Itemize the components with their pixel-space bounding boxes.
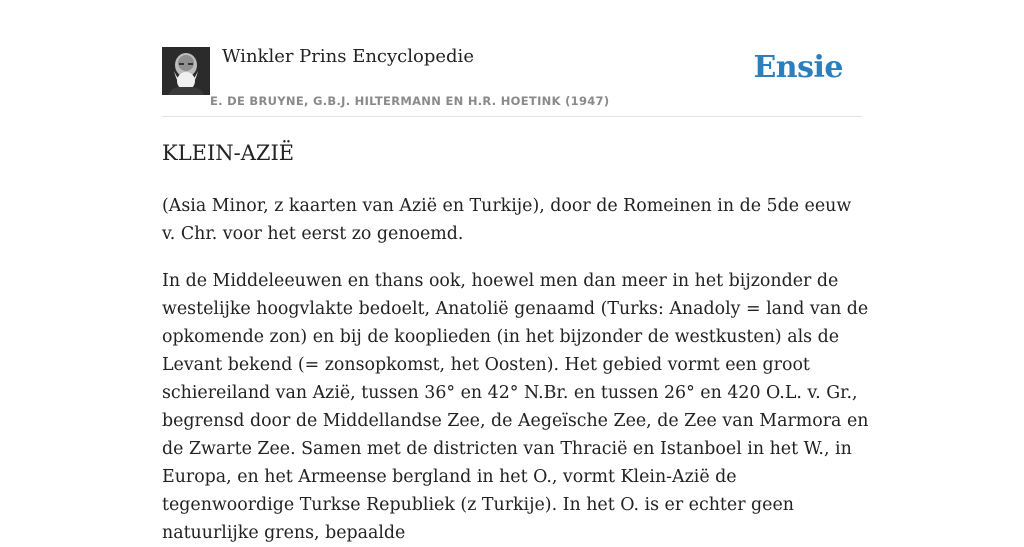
article-title: KLEIN-AZIË	[162, 141, 295, 165]
article-paragraph: In de Middeleeuwen en thans ook, hoewel men dan meer in het bijzonder de westelijke hoogvlakte bedoelt, Anatolië genaamd (Turks: Anadoly = land van de opkomende zon) en bij de kooplieden (in het bijzonder de westkusten) als de Levant bekend (= zonsopkomst, het Oosten). Het gebied vormt een groot schiereiland van Azië, tussen 36° en 42° N.Br. en tussen 26° en 420 O.L. v. Gr., begrensd door de Middellandse Zee, de Aegeïsche Zee, de Zee van Marmora en de Zwarte Zee. Samen met de districten van Thracië en Istanboel in het W., in Europa, en het Armeense bergland in het O., vormt Klein-Azië de tegenwoordige Turkse Republiek (z Turkije). In het O. is er echter geen natuurlijke grens, bepaalde	[162, 271, 869, 543]
site-header	[162, 0, 862, 117]
article-paragraph: (Asia Minor, z kaarten van Azië en Turkije), door de Romeinen in de 5de eeuw v. Chr. voor het eerst zo genoemd.	[162, 196, 852, 244]
author-avatar[interactable]	[162, 47, 210, 95]
page	[162, 0, 869, 543]
author-portrait-image	[162, 47, 210, 95]
authors-byline: E. DE BRUYNE, G.B.J. HILTERMANN EN H.R. HOETINK (1947)	[210, 94, 610, 108]
ensie-logo-link[interactable]: Ensie	[753, 50, 843, 85]
site-title[interactable]: Winkler Prins Encyclopedie	[222, 46, 474, 67]
